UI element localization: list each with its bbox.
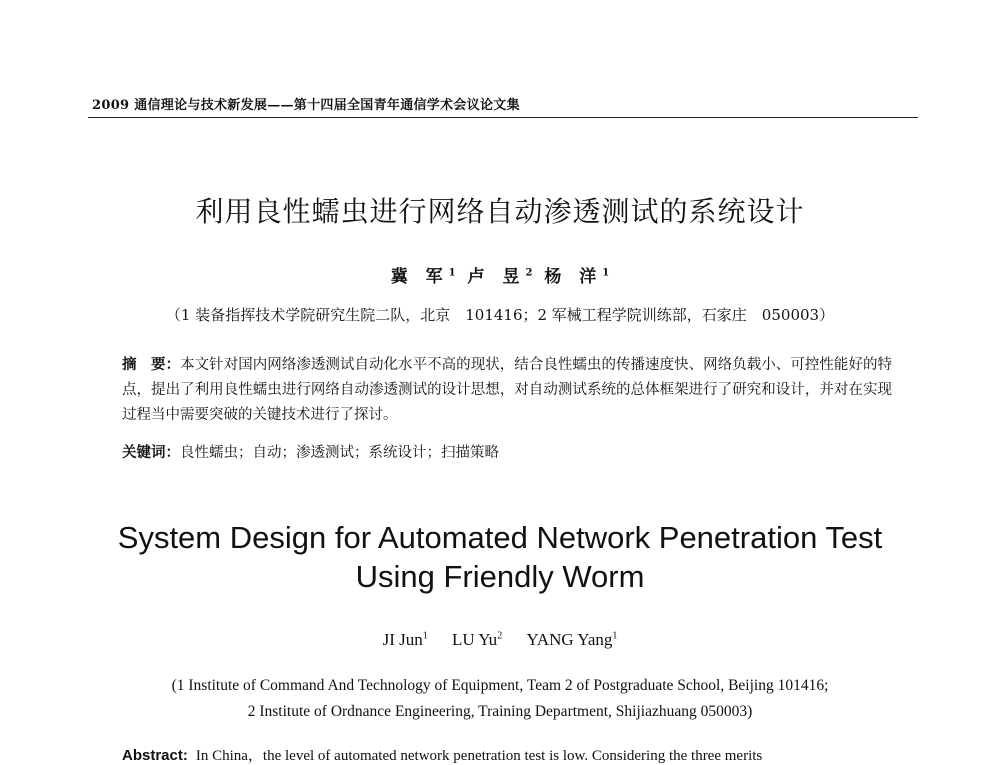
chinese-keywords-label: 关键词： — [122, 444, 180, 461]
english-author-1: JI Jun$^1$ — [382, 630, 428, 649]
author-2: 卢 昱$^2$ — [467, 267, 533, 287]
english-authors — [0, 630, 1000, 650]
chinese-abstract-label: 摘 要： — [122, 356, 181, 373]
english-author-3: YANG Yang$^1$ — [526, 630, 618, 649]
chinese-affiliation: （1 装备指挥技术学院研究生院二队，北京 101416；2 军械工程学院训练部，石家庄 050003） — [165, 306, 835, 324]
chinese-abstract-text: 本文针对国内网络渗透测试自动化水平不高的现状，结合良性蠕虫的传播速度快、网络负载小、可控性能好的特点，提出了利用良性蠕虫进行网络自动渗透测试的设计思想，对自动测试系统的总体框架进行了研究和设计，并对在实现过程当中需要突破的关键技术进行了探讨。 — [122, 357, 893, 423]
chinese-keywords — [122, 441, 892, 462]
chinese-title: 利用良性蠕虫进行网络自动渗透测试的系统设计 — [195, 195, 805, 228]
english-title-line-2: Using Friendly Worm — [355, 559, 645, 594]
chinese-authors — [0, 262, 1000, 287]
english-abstract-text: In China，the level of automated network penetration test is low. Considering the three merits — [195, 748, 763, 764]
running-header: 2009 通信理论与技术新发展——第十四届全国青年通信学术会议论文集 — [92, 98, 520, 113]
english-affiliation-line-1: (1 Institute of Command And Technology of Equipment, Team 2 of Postgraduate School, Beijing 101416; — [171, 677, 829, 694]
english-abstract — [122, 744, 892, 765]
author-3: 杨 洋$^1$ — [544, 267, 610, 287]
english-title — [0, 518, 1000, 596]
chinese-abstract — [122, 352, 892, 428]
english-author-2: LU Yu$^2$ — [452, 630, 503, 649]
english-affiliation-line-2: 2 Institute of Ordnance Engineering, Training Department, Shijiazhuang 050003) — [247, 703, 753, 720]
chinese-keywords-text: 良性蠕虫；自动；渗透测试；系统设计；扫描策略 — [180, 445, 499, 461]
english-abstract-label: Abstract: — [122, 747, 188, 764]
english-title-line-1: System Design for Automated Network Penetration Test — [117, 520, 883, 555]
author-1: 冀 军$^1$ — [390, 267, 456, 287]
header-rule — [88, 117, 918, 118]
english-affiliation — [0, 673, 1000, 725]
